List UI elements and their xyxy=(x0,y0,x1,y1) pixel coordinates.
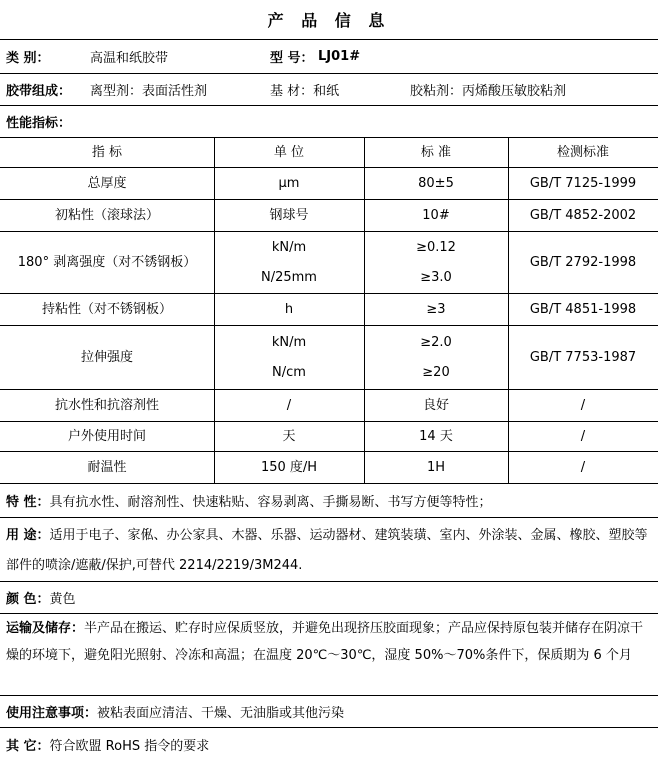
col-header-item-text: 指 标 xyxy=(91,145,123,160)
cell-standard xyxy=(364,294,508,326)
storage-text: 半产品在搬运、贮存时应保质竖放，并避免出现挤压胶面现象；产品应保持原包装并储存在阴凉干燥的环境下，避免阳光照射、冷冻和高温；在温度 20℃～30℃，湿度 50%～70%条件下，保质期为 6 个月 xyxy=(6,621,644,663)
storage-label: 运输及储存： xyxy=(6,621,85,636)
notes-text: 被粘表面应清洁、干燥、无油脂或其他污染 xyxy=(97,706,345,721)
composition-label: 胶带组成： xyxy=(6,84,72,99)
col-header-unit xyxy=(214,138,364,168)
cell-test xyxy=(508,168,658,200)
features-text: 具有抗水性、耐溶剂性、快速粘贴、容易剥离、手撕易断、书写方便等特性； xyxy=(49,495,492,510)
cell-test xyxy=(508,390,658,422)
performance-label: 性能指标： xyxy=(6,116,72,131)
col-header-standard-text: 标 准 xyxy=(420,145,452,160)
cell-standard xyxy=(364,200,508,232)
cell-test xyxy=(508,422,658,452)
col-header-test-text: 检测标准 xyxy=(556,145,609,160)
cell-item xyxy=(0,326,214,390)
cell-item-text: 户外使用时间 xyxy=(67,429,146,444)
other-row xyxy=(0,728,658,761)
cell-standard xyxy=(364,168,508,200)
cell-item xyxy=(0,452,214,484)
substrate: 基 材：和纸 xyxy=(270,84,340,99)
cell-standard-line: ≥0.12 xyxy=(416,240,456,255)
cell-unit-text: h xyxy=(284,302,294,317)
other-text: 符合欧盟 RoHS 指令的要求 xyxy=(49,739,210,754)
cell-standard-text: 良好 xyxy=(422,398,449,413)
cell-unit-line: kN/m xyxy=(271,335,307,350)
category-value: 高温和纸胶带 xyxy=(90,51,169,66)
cell-test-text: / xyxy=(580,460,586,475)
cell-unit xyxy=(214,200,364,232)
cell-standard xyxy=(364,326,508,390)
cell-standard-line: ≥2.0 xyxy=(420,335,452,350)
cell-item-text: 180° 剥离强度（对不锈钢板） xyxy=(17,255,197,270)
cell-standard xyxy=(364,232,508,294)
color-text: 黄色 xyxy=(49,592,76,607)
category-row xyxy=(0,40,658,74)
col-header-test xyxy=(508,138,658,168)
cell-standard-text: 10# xyxy=(422,208,450,223)
cell-standard-line: ≥3.0 xyxy=(420,270,452,285)
cell-test xyxy=(508,200,658,232)
usage-label: 用 途： xyxy=(6,528,50,543)
cell-test-text: / xyxy=(580,429,586,444)
cell-item-text: 拉伸强度 xyxy=(80,350,133,365)
cell-standard xyxy=(364,390,508,422)
cell-unit xyxy=(214,232,364,294)
cell-item xyxy=(0,168,214,200)
cell-unit xyxy=(214,452,364,484)
cell-item-text: 耐温性 xyxy=(87,460,127,475)
cell-test-text: GB/T 7753-1987 xyxy=(529,350,637,365)
composition-row xyxy=(0,74,658,106)
cell-item-text: 抗水性和抗溶剂性 xyxy=(54,398,159,413)
cell-test xyxy=(508,452,658,484)
model-value: LJ01# xyxy=(318,49,361,64)
cell-unit xyxy=(214,294,364,326)
cell-test-text: GB/T 4851-1998 xyxy=(529,302,637,317)
col-header-standard xyxy=(364,138,508,168)
cell-standard xyxy=(364,422,508,452)
cell-test-text: GB/T 7125-1999 xyxy=(529,176,637,191)
cell-item xyxy=(0,390,214,422)
release-agent: 离型剂：表面活性剂 xyxy=(90,84,208,99)
cell-item xyxy=(0,294,214,326)
cell-item xyxy=(0,200,214,232)
cell-standard-text: ≥3 xyxy=(426,302,446,317)
adhesive: 胶粘剂：丙烯酸压敏胶粘剂 xyxy=(410,84,567,99)
cell-unit-text: 钢球号 xyxy=(269,208,309,223)
cell-unit-text: 天 xyxy=(282,429,296,444)
cell-unit xyxy=(214,326,364,390)
usage-row xyxy=(0,518,658,582)
cell-test-text: GB/T 4852-2002 xyxy=(529,208,637,223)
cell-item-text: 持粘性（对不锈钢板） xyxy=(41,302,172,317)
color-row xyxy=(0,582,658,614)
cell-standard xyxy=(364,452,508,484)
cell-item-text: 总厚度 xyxy=(87,176,127,191)
col-header-unit-text: 单 位 xyxy=(273,145,305,160)
cell-unit-text: 150 度/H xyxy=(260,460,318,475)
cell-test xyxy=(508,294,658,326)
performance-row xyxy=(0,106,658,138)
category-label: 类 别： xyxy=(6,51,50,66)
cell-unit-text: / xyxy=(286,398,292,413)
storage-row xyxy=(0,614,658,696)
cell-unit xyxy=(214,168,364,200)
cell-unit xyxy=(214,390,364,422)
cell-standard-text: 14 天 xyxy=(419,429,453,444)
cell-test xyxy=(508,326,658,390)
cell-unit-line: N/25mm xyxy=(261,270,317,285)
cell-standard-text: 80±5 xyxy=(418,176,454,191)
spec-table xyxy=(0,138,658,484)
cell-test xyxy=(508,232,658,294)
notes-label: 使用注意事项： xyxy=(6,706,98,721)
page-title: 产 品 信 息 xyxy=(0,0,658,40)
cell-unit-text: μm xyxy=(278,176,300,191)
cell-item xyxy=(0,232,214,294)
cell-test-text: / xyxy=(580,398,586,413)
other-label: 其 它： xyxy=(6,739,50,754)
cell-standard-line: ≥20 xyxy=(422,365,450,380)
col-header-item xyxy=(0,138,214,168)
cell-unit-line: kN/m xyxy=(271,240,307,255)
features-label: 特 性： xyxy=(6,495,50,510)
features-row xyxy=(0,484,658,518)
cell-standard-text: 1H xyxy=(426,460,446,475)
cell-unit-line: N/cm xyxy=(272,365,306,380)
cell-unit xyxy=(214,422,364,452)
color-label: 颜 色： xyxy=(6,592,50,607)
notes-row xyxy=(0,696,658,728)
model-label: 型 号： xyxy=(270,51,314,66)
cell-item-text: 初粘性（滚球法） xyxy=(54,208,159,223)
cell-test-text: GB/T 2792-1998 xyxy=(529,255,637,270)
usage-text: 适用于电子、家俬、办公家具、木器、乐器、运动器材、建筑装璜、室内、外涂装、金属、橡胶、塑胶等部件的喷涂/遮蔽/保护,可替代 2214/2219/3M244. xyxy=(6,528,648,573)
cell-item xyxy=(0,422,214,452)
